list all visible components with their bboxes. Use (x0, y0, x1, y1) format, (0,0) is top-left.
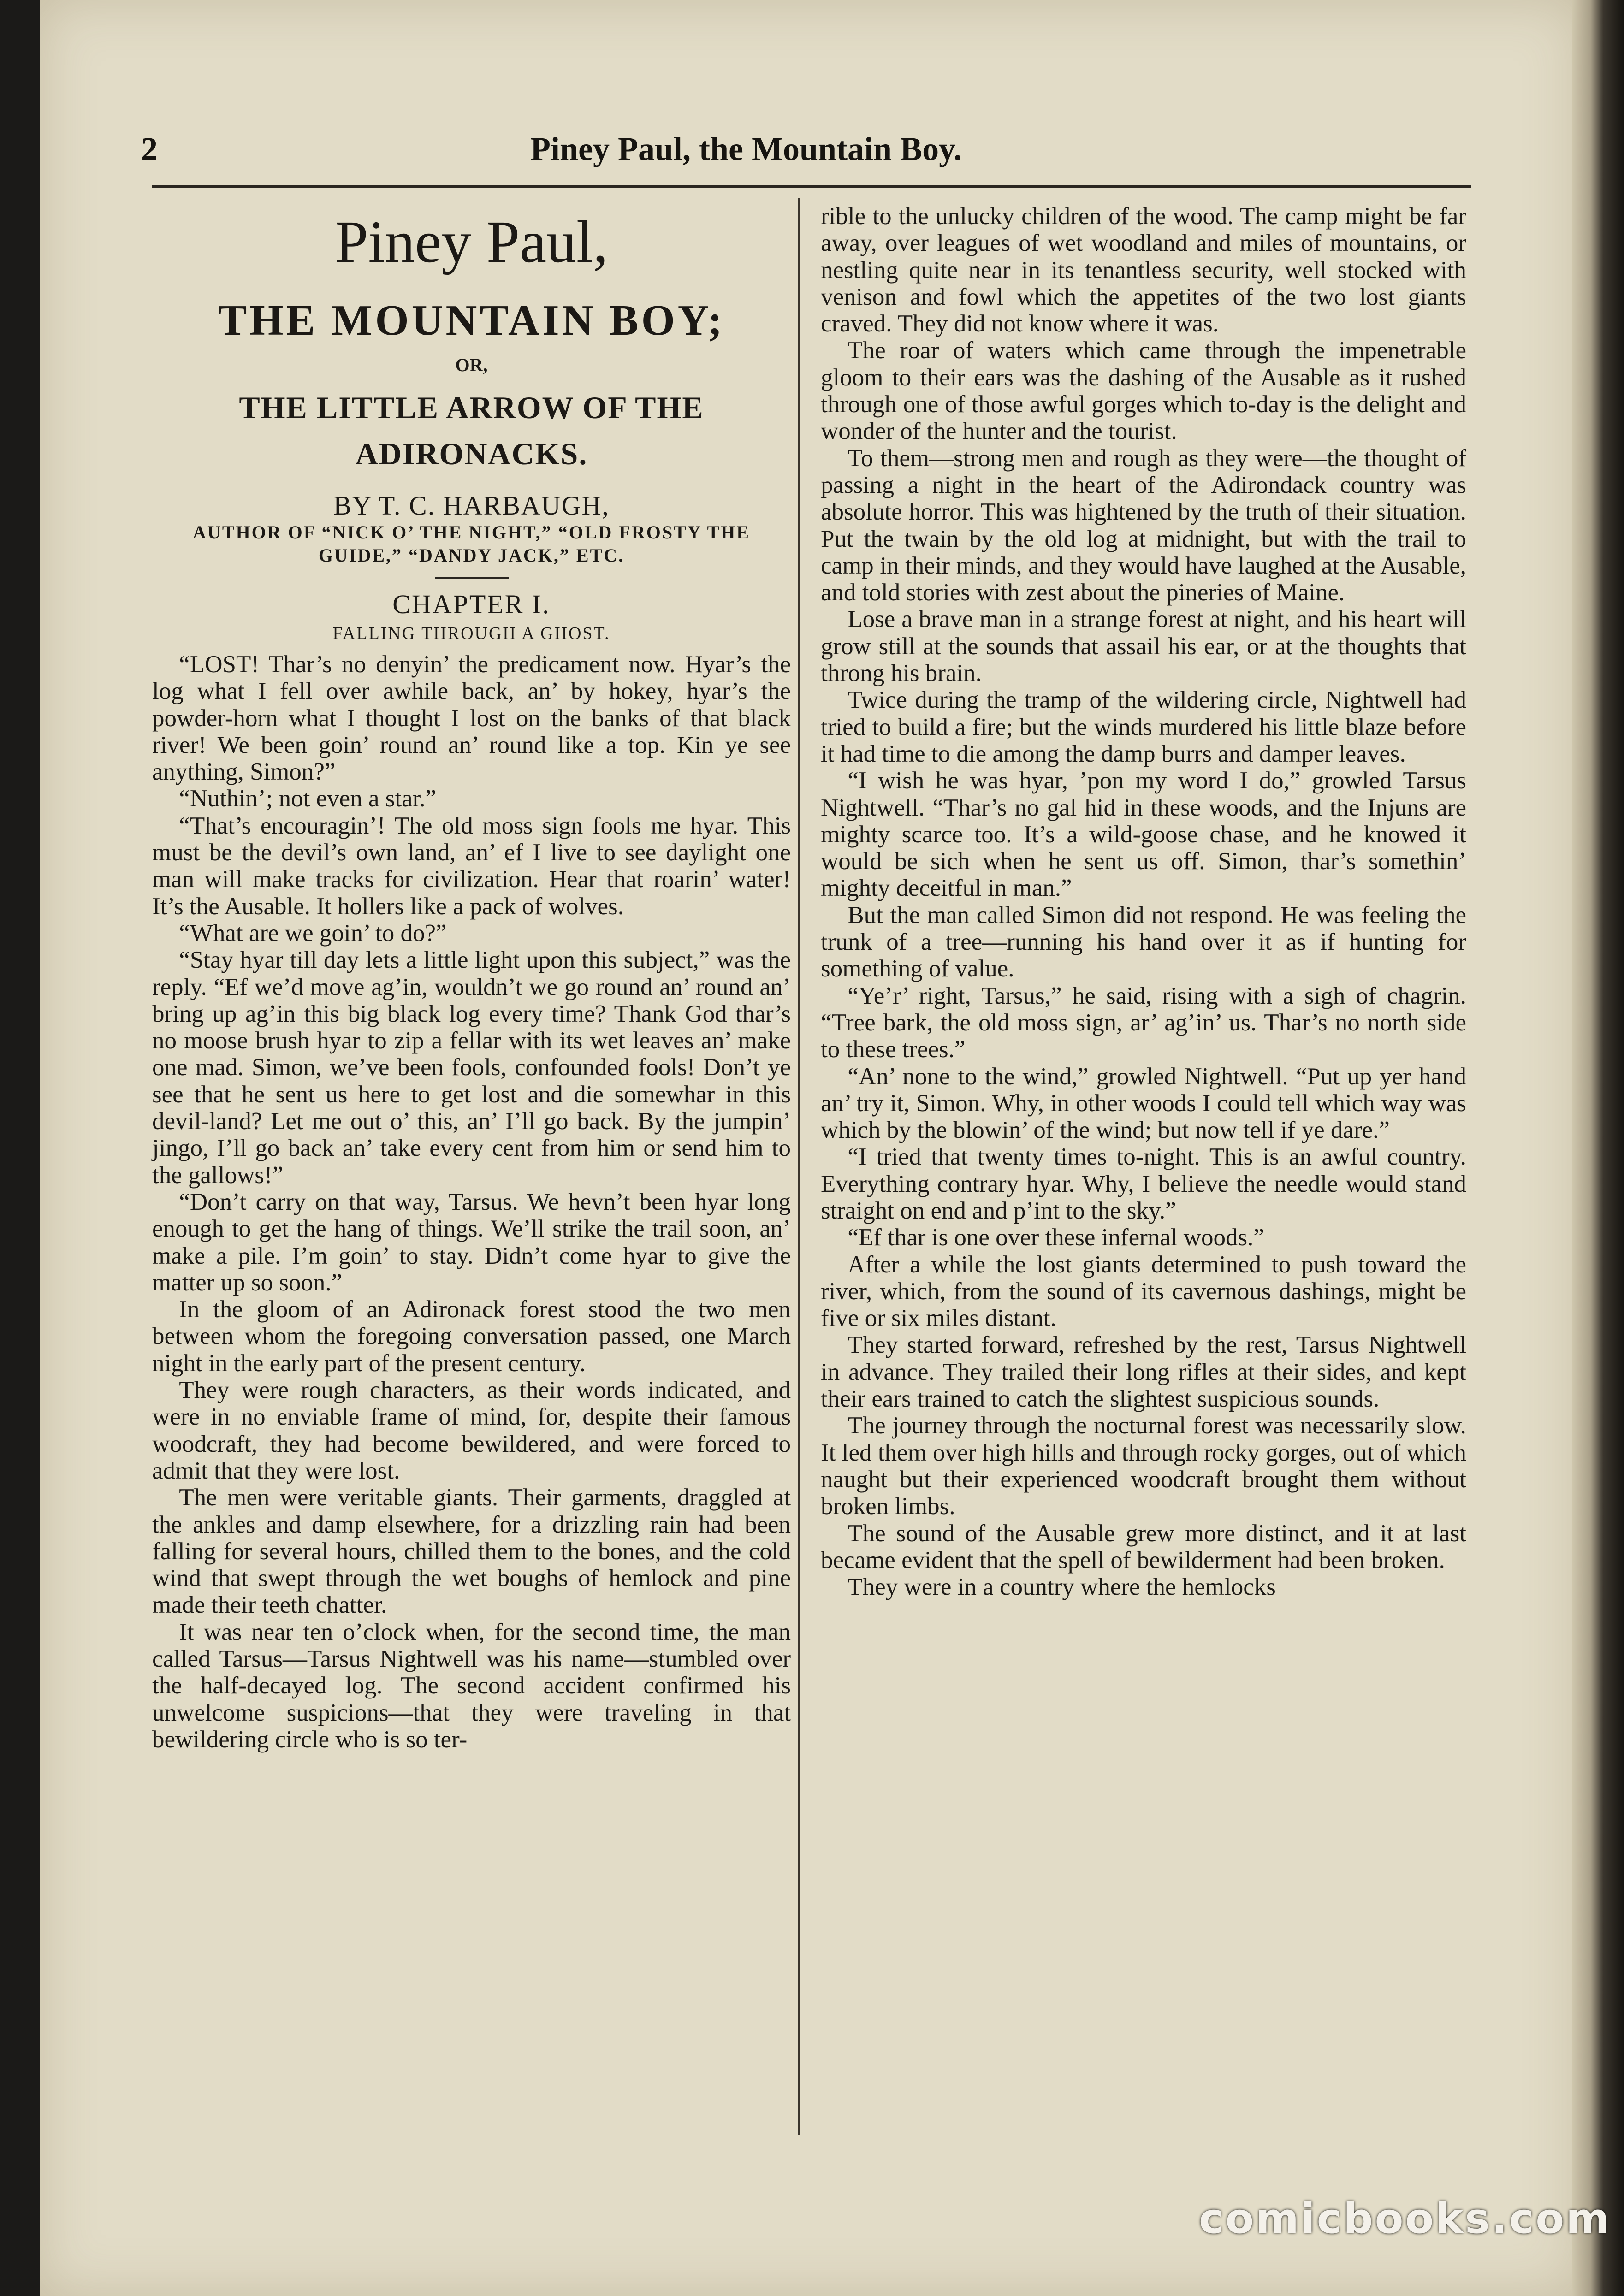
paragraph: Twice during the tramp of the wildering circle, Nightwell had tried to build a fire; but the winds murdered his little blaze before it had time to die among the damp burrs and damper leaves. (821, 686, 1466, 767)
paragraph: In the gloom of an Adironack forest stood the two men between whom the foregoing conversation passed, one March night in the early part of the present century. (152, 1296, 791, 1377)
paragraph: “LOST! Thar’s no denyin’ the predicament now. Hyar’s the log what I fell over awhile back, an’ by hokey, hyar’s the powder-horn what I thought I lost on the banks of that black river! We been goin’ round an’ round like a top. Kin ye see anything, Simon?” (152, 651, 791, 786)
story-title: Piney Paul, (335, 209, 608, 275)
right-column (821, 203, 1466, 1600)
paragraph: The men were veritable giants. Their garments, draggled at the ankles and damp elsewhere, for a drizzling rain had been falling for several hours, chilled them to the bones, and the cold wind that swept through the wet boughs of hemlock and pine made their teeth chatter. (152, 1484, 791, 1619)
story-subtitle: THE MOUNTAIN BOY; (218, 296, 725, 344)
author-credits: AUTHOR OF “NICK O’ THE NIGHT,” “OLD FROSTY THE GUIDE,” “DANDY JACK,” ETC. (193, 522, 750, 566)
paragraph: “What are we goin’ to do?” (179, 919, 447, 947)
paragraph: But the man called Simon did not respond. He was feeling the trunk of a tree—running his hand over it as if hunting for something of value. (821, 901, 1466, 982)
paragraph: After a while the lost giants determined to push toward the river, which, from the sound of its cavernous dashings, might be five or six miles distant. (821, 1251, 1466, 1332)
story-alt-title: THE LITTLE ARROW OF THE ADIRONACKS. (239, 390, 704, 471)
page-binding-edge (1572, 0, 1624, 2296)
chapter-title: FALLING THROUGH A GHOST. (332, 624, 610, 643)
paragraph: “I wish he was hyar, ’pon my word I do,” growled Tarsus Nightwell. “Thar’s no gal hid in these woods, and the Injuns are mighty scarce too. It’s a wild-goose chase, and he knowed it would be sich when he sent us off. Simon, thar’s somethin’ mighty deceitful in man.” (821, 767, 1466, 902)
story-or: OR, (455, 355, 488, 375)
paragraph: Lose a brave man in a strange forest at night, and his heart will grow still at the sounds that assail his ear, or at the thoughts that throng his brain. (821, 606, 1466, 687)
chapter-heading: CHAPTER I. (392, 589, 551, 619)
paragraph: “Stay hyar till day lets a little light upon this subject,” was the reply. “Ef we’d move ag’in, wouldn’t we go round an’ round an’ bring up ag’in this big black log every time? Thank God thar’s no moose brush hyar to zip a fellar with its wet leaves an’ make one mad. Simon, we’ve been fools, confounded fools! Don’t ye see that he sent us here to get lost and die somewhar in this devil-land? Let me out o’ this, an’ I’ll go back. By the jumpin’ jingo, I’ll go back an’ take every cent from him or send him to the gallows!” (152, 947, 791, 1189)
running-title: Piney Paul, the Mountain Boy. (530, 130, 962, 167)
watermark: comicbooks.com (1199, 2195, 1611, 2243)
header-rule (152, 185, 1471, 188)
paragraph: “Ye’r’ right, Tarsus,” he said, rising with a sigh of chagrin. “Tree bark, the old moss sign, ar’ ag’in’ us. Thar’s no north side to these trees.” (821, 982, 1466, 1063)
paragraph: It was near ten o’clock when, for the second time, the man called Tarsus—Tarsus Nightwell was his name—stumbled over the half-decayed log. The second accident confirmed his unwelcome suspicions—that they were traveling in that bewildering circle who is so ter- (152, 1618, 791, 1753)
paragraph: “I tried that twenty times to-night. This is an awful country. Everything contrary hyar. Why, I believe the needle would stand straight on end and p’int to the sky.” (821, 1143, 1466, 1224)
paragraph: They were in a country where the hemlocks (848, 1574, 1276, 1601)
paragraph: rible to the unlucky children of the wood. The camp might be far away, over leagues of wet woodland and miles of mountains, or nestling quite near in its tenantless security, well stocked with venison and fowl which the appetites of the two lost giants craved. They did not know where it was. (821, 203, 1466, 337)
left-body-text (152, 651, 791, 1753)
paragraph: “An’ none to the wind,” growled Nightwell. “Put up yer hand an’ try it, Simon. Why, in other woods I could tell which way was which by the blowin’ of the wind; but now tell if ye dare.” (821, 1063, 1466, 1144)
paragraph: The sound of the Ausable grew more distinct, and it at last became evident that the spell of bewilderment had been broken. (821, 1520, 1466, 1574)
paragraph: “Nuthin’; not even a star.” (179, 785, 437, 812)
paragraph: “That’s encouragin’! The old moss sign fools me hyar. This must be the devil’s own land, an’ ef I live to see daylight one man will make tracks for civilization. Hear that roarin’ water! It’s the Ausable. It hollers like a pack of wolves. (152, 812, 791, 920)
paragraph: The roar of waters which came through the impenetrable gloom to their ears was the dashing of the Ausable as it rushed through one of those awful gorges which to-day is the delight and wonder of the hunter and the tourist. (821, 337, 1466, 445)
paragraph: The journey through the nocturnal forest was necessarily slow. It led them over high hills and through rocky gorges, out of which naught but their experienced woodcraft brought them without broken limbs. (821, 1412, 1466, 1520)
paragraph: “Ef thar is one over these infernal woods.” (848, 1224, 1264, 1251)
paragraph: “Don’t carry on that way, Tarsus. We hevn’t been hyar long enough to get the hang of things. We’ll strike the trail soon, an’ make a pile. I’m goin’ to stay. Didn’t come hyar to give the matter up so soon.” (152, 1188, 791, 1296)
paragraph: They were rough characters, as their words indicated, and were in no enviable frame of mind, for, despite their famous woodcraft, they had become bewildered, and were forced to admit that they were lost. (152, 1377, 791, 1484)
page-number: 2 (141, 130, 158, 167)
left-column (152, 203, 791, 1753)
section-rule (435, 577, 509, 579)
paragraph: To them—strong men and rough as they were—the thought of passing a night in the heart of the Adirondack country was absolute horror. This was hightened by the truth of their situation. Put the twain by the old log at midnight, but with the trail to camp in their minds, and they would have laughed at the Ausable, and told stories with zest about the pineries of Maine. (821, 444, 1466, 606)
column-divider (798, 198, 800, 2135)
paragraph: They started forward, refreshed by the rest, Tarsus Nightwell in advance. They trailed their long rifles at their sides, and kept their ears trained to catch the slightest suspicious sounds. (821, 1331, 1466, 1413)
right-body-text (821, 203, 1466, 1600)
byline: BY T. C. HARBAUGH, (333, 491, 610, 521)
